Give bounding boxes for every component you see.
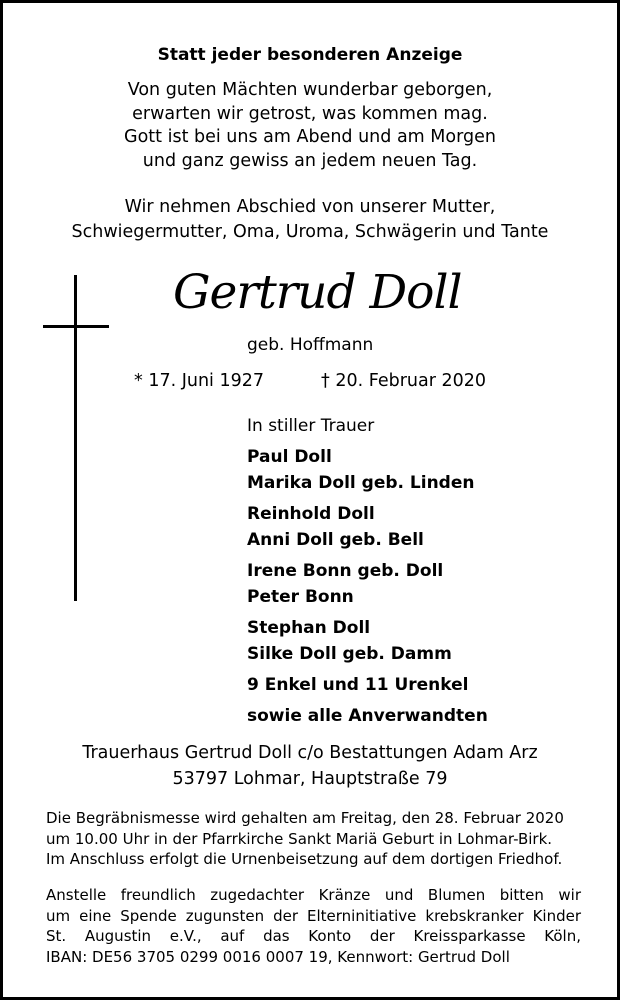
funeral-info-line: Die Begräbnismesse wird gehalten am Freitag, den 28. Februar 2020: [46, 809, 564, 827]
mourner-name: Irene Bonn geb. Doll: [247, 561, 444, 581]
funeral-info-line: Im Anschluss erfolgt die Urnenbeisetzung auf dem dortigen Friedhof.: [46, 850, 563, 868]
poem-verse: [3, 79, 617, 173]
mourner-group: [247, 501, 577, 553]
relatives-line: sowie alle Anverwandten: [247, 706, 488, 726]
donation-info: [46, 885, 581, 967]
donation-info-line: IBAN: DE56 3705 0299 0016 0007 19, Kennwort: Gertrud Doll: [46, 947, 510, 966]
maiden-name: geb. Hoffmann: [247, 335, 374, 355]
poem-line: Gott ist bei uns am Abend und am Morgen: [124, 127, 496, 147]
intro-line: Schwiegermutter, Oma, Uroma, Schwägerin und Tante: [71, 222, 549, 242]
poem-line: erwarten wir getrost, was kommen mag.: [132, 103, 488, 124]
poem-line: und ganz gewiss an jedem neuen Tag.: [142, 150, 478, 171]
donation-info-line: Anstelle freundlich zugedachter Kränze und Blumen bitten wir: [46, 886, 581, 904]
cross-horizontal-bar: [43, 325, 109, 328]
address-line: 53797 Lohmar, Hauptstraße 79: [172, 769, 448, 789]
mourner-group: [247, 672, 577, 698]
funeral-info-line: um 10.00 Uhr in der Pfarrkirche Sankt Mariä Geburt in Lohmar-Birk.: [46, 829, 553, 848]
donation-info-line: um eine Spende zugunsten der Elterninitiative krebskranker Kinder: [46, 906, 581, 925]
mourner-name: Marika Doll geb. Linden: [247, 473, 475, 493]
notice-heading: Statt jeder besonderen Anzeige: [157, 45, 463, 65]
grandchildren-line: 9 Enkel und 11 Urenkel: [247, 675, 469, 695]
mourner-group: [247, 703, 577, 729]
mourner-name: Silke Doll geb. Damm: [247, 644, 452, 664]
poem-line: Von guten Mächten wunderbar geborgen,: [127, 80, 493, 100]
deceased-name: Gertrud Doll: [173, 265, 462, 320]
mourner-name: Paul Doll: [247, 447, 332, 467]
mourner-name: Anni Doll geb. Bell: [247, 530, 424, 550]
mourner-group: [247, 444, 577, 496]
intro-line: Wir nehmen Abschied von unserer Mutter,: [124, 197, 496, 217]
mourning-label: In stiller Trauer: [247, 416, 375, 436]
cross-vertical-bar: [74, 275, 77, 601]
mourner-name: Reinhold Doll: [247, 504, 375, 524]
funeral-info: [46, 808, 581, 870]
death-date: † 20. Februar 2020: [321, 371, 486, 391]
farewell-intro: [3, 195, 617, 245]
mourner-group: [247, 615, 577, 667]
mourner-group: [247, 558, 577, 610]
mourning-house-address: [3, 740, 617, 792]
birth-date: * 17. Juni 1927: [134, 371, 265, 391]
mourners-list: [247, 444, 577, 729]
address-line: Trauerhaus Gertrud Doll c/o Bestattungen Adam Arz: [82, 743, 538, 763]
mourner-name: Stephan Doll: [247, 618, 371, 638]
mourner-name: Peter Bonn: [247, 587, 354, 607]
donation-info-line: St. Augustin e.V., auf das Konto der Kreissparkasse Köln,: [46, 927, 581, 945]
